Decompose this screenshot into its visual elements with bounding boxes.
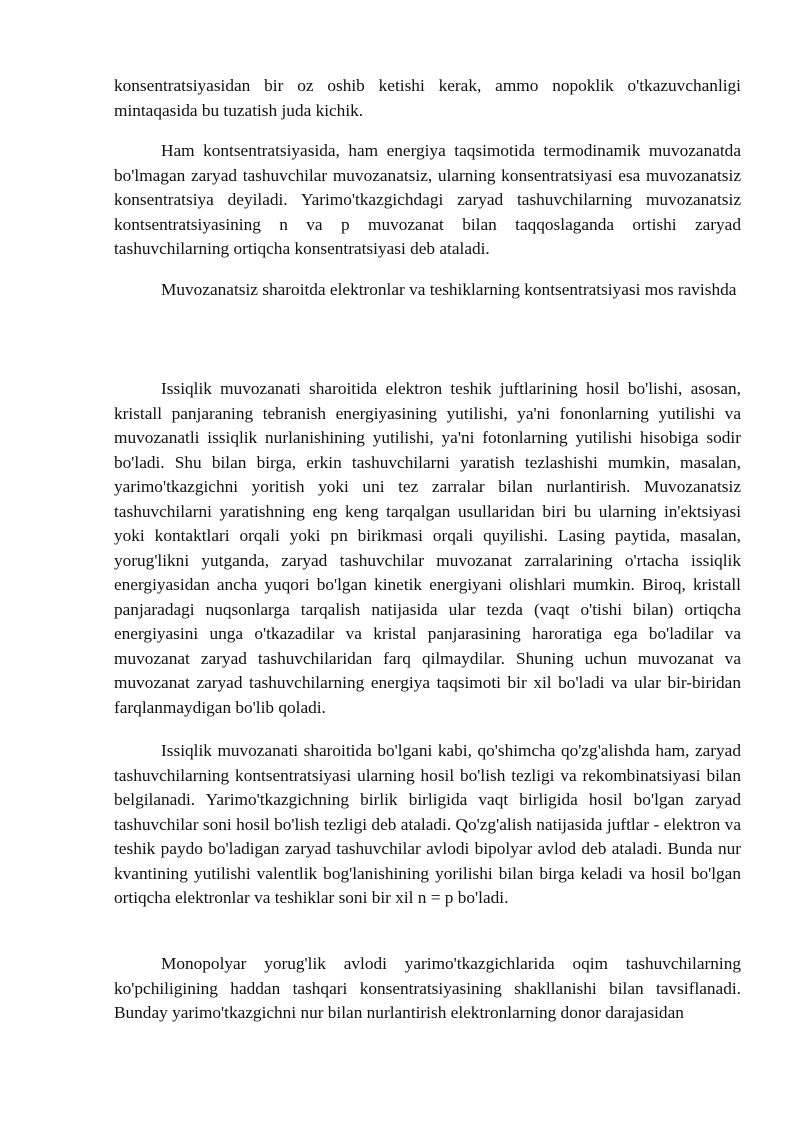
paragraph-monopolar-generation: Monopolyar yorug'lik avlodi yarimo'tkazgichlarida oqim tashuvchilarning ko'pchiligining haddan tashqari konsentratsiyasining shakllanishi bilan tavsiflanadi. Bunday yarimo'tkazgichni nur bilan nurlantirish elektronlarning donor darajasidan	[114, 954, 741, 1022]
paragraph-concentration-intro: Muvozanatsiz sharoitda elektronlar va teshiklarning kontsentratsiyasi mos ravishda	[161, 280, 737, 299]
paragraph-continuation: konsentratsiyasidan bir oz oshib ketishi kerak, ammo nopoklik o'tkazuvchanligi mintaqasida bu tuzatish juda kichik.	[114, 76, 741, 120]
paragraph-nonequilibrium-carriers: Ham kontsentratsiyasida, ham energiya taqsimotida termodinamik muvozanatda bo'lmagan zaryad tashuvchilar muvozanatsiz, ularning konsentratsiyasi esa muvozanatsiz konsentratsiya deyiladi. Yarimo'tkazgichdagi zaryad tashuvchilarning muvozanatsiz kontsentratsiyasining n va p muvozanat bilan taqqoslaganda ortishi zaryad tashuvchilarning ortiqcha konsentratsiyasi deb ataladi.	[114, 141, 741, 258]
paragraph-generation-rate: Issiqlik muvozanati sharoitida bo'lgani kabi, qo'shimcha qo'zg'alishda ham, zaryad tashuvchilarning kontsentratsiyasi ularning hosil bo'lish tezligi va rekombinatsiyasi bilan belgilanadi. Yarimo'tkazgichning birlik birligida vaqt birligida hosil bo'lgan zaryad tashuvchilar soni hosil bo'lish tezligi deb ataladi. Qo'zg'alish natijasida juftlar - elektron va teshik paydo bo'ladigan zaryad tashuvchilar avlodi bipolyar avlod deb ataladi. Bunda nur kvantining yutilishi valentlik bog'lanishining yorilishi bilan birga keladi va hosil bo'lgan ortiqcha elektronlar va teshiklar soni bir xil n = p bo'ladi.	[114, 741, 741, 907]
paragraph-thermal-equilibrium: Issiqlik muvozanati sharoitida elektron teshik juftlarining hosil bo'lishi, asosan, kristall panjaraning tebranish energiyasining yutilishi, ya'ni fononlarning yutilishi va muvozanatli issiqlik nurlanishining yutilishi, ya'ni fotonlarning yutilishi hisobiga sodir bo'ladi. Shu bilan birga, erkin tashuvchilarni yaratish tezlashishi mumkin, masalan, yarimo'tkazgichni yoritish yoki uni tez zarralar bilan nurlantirish. Muvozanatsiz tashuvchilarni yaratishning eng keng tarqalgan usullaridan biri bu ularning in'ektsiyasi yoki kontaktlari orqali yoki pn birikmasi orqali quyilishi. Lasing paytida, masalan, yorug'likni yutganda, zaryad tashuvchilar muvozanat zarralarining o'rtacha issiqlik energiyasidan ancha yuqori bo'lgan kinetik energiyani olishlari mumkin. Biroq, kristall panjaradagi nuqsonlarga tarqalish natijasida ular tezda (vaqt o'tishi bilan) ortiqcha energiyasini unga o'tkazadilar va kristal panjarasining haroratiga ega bo'ladilar va muvozanat zaryad tashuvchilaridan farq qilmaydilar. Shuning uchun muvozanat va muvozanat zaryad tashuvchilarning energiya taqsimoti bir xil bo'ladi va ular bir-biridan farqlanmaydigan bo'lib qoladi.	[114, 379, 741, 717]
